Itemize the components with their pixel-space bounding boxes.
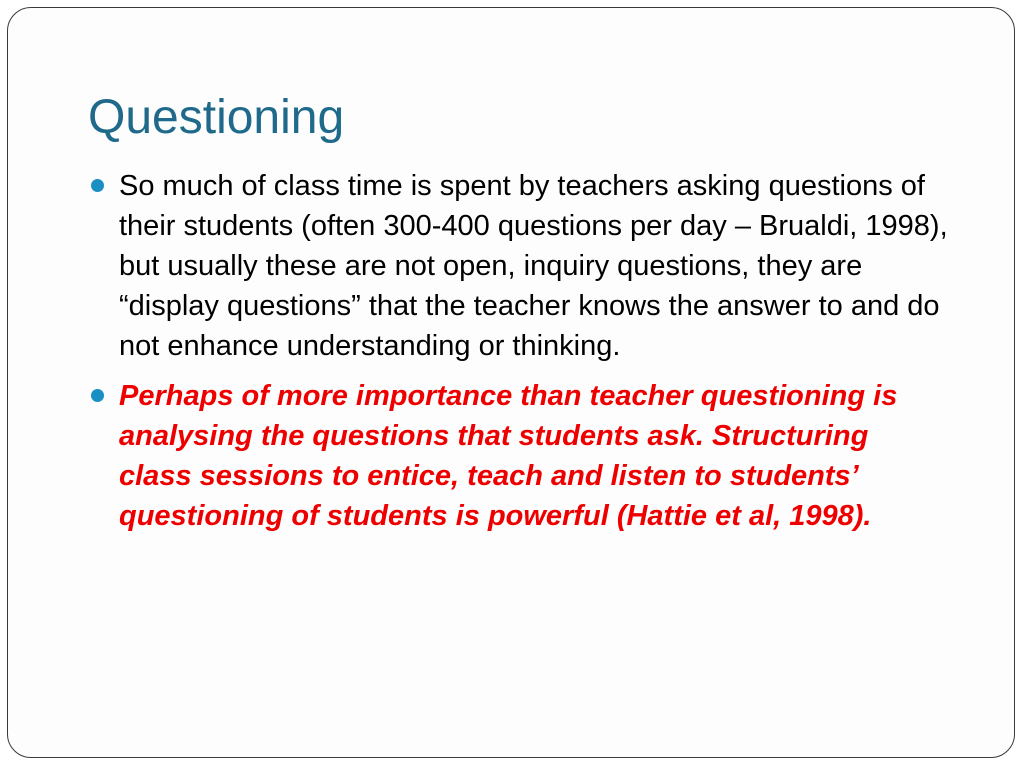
bullet-list (88, 166, 948, 546)
bullet-text: So much of class time is spent by teachers asking questions of their students (often 300-400 questions per day – Brualdi, 1998), but usually these are not open, inquiry questions, they are “display questions” that the teacher knows the answer to and do not enhance understanding or thinking. (119, 170, 948, 362)
bullet-item (88, 376, 948, 536)
bullet-text-emphasis: Perhaps of more importance than teacher questioning is analysing the questions that students ask. Structuring class sessions to entice, teach and listen to students’ questioning of students is powerful (Hattie et al, 1998). (119, 380, 898, 532)
bullet-dot-icon (91, 389, 104, 402)
bullet-item (88, 166, 948, 366)
slide-title: Questioning (88, 91, 345, 144)
bullet-dot-icon (91, 179, 104, 192)
